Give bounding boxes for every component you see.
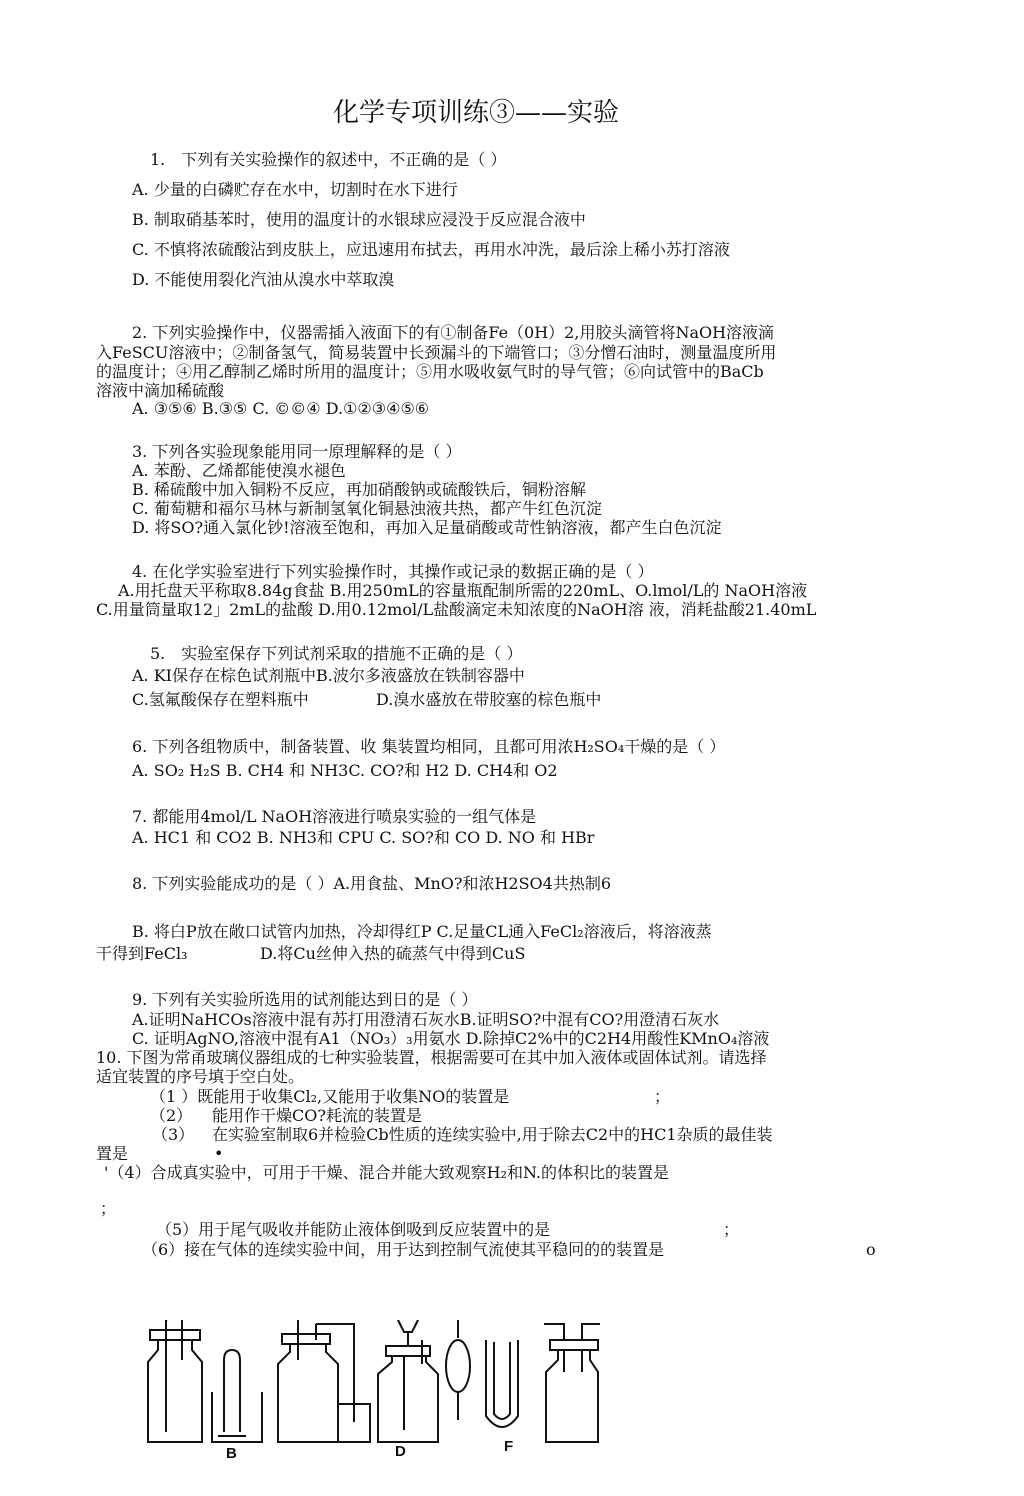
q8-line-b: B. 将白P放在敞口试管内加热，冷却得红P C.足量CL通入FeCl₂溶液后，将溶液蒸 <box>132 922 712 941</box>
q10-sub-3-dot: • <box>214 1144 224 1163</box>
q1-option-c: C. 不慎将浓硫酸沾到皮肤上，应迅速用布拭去，再用水冲洗，最后涂上稀小苏打溶液 <box>132 240 730 259</box>
q2-line-1: 2. 下列实验操作中，仪器需插入液面下的有①制备Fe（0H）2,用胶头滴管将NaOH溶液滴 <box>132 323 775 342</box>
apparatus-g-bottle <box>544 1324 600 1442</box>
q8-line-c1: 干得到FeCl₃ <box>96 944 188 963</box>
q10-sub-2: 能用作干燥CO?耗流的装置是 <box>212 1106 422 1125</box>
q10-sub-1: （1 ）既能用于收集Cl₂,又能用于收集NO的装置是 <box>150 1087 510 1106</box>
q5-option-c: C.氢氟酸保存在塑料瓶中 <box>132 690 309 709</box>
apparatus-a-bottle <box>148 1320 202 1442</box>
q10-sub-3-cont: 置是 <box>96 1144 129 1163</box>
q5-option-d: D.溴水盛放在带胶塞的棕色瓶中 <box>376 690 602 709</box>
q10-sub-4: '（4）合成真实验中，可用于干燥、混合并能大致观察H₂和N.的体积比的装置是 <box>104 1163 670 1182</box>
q2-options: A. ③⑤⑥ B.③⑤ C. ©©④ D.①②③④⑤⑥ <box>132 399 430 418</box>
q9-line-2: C. 证明AgNO,溶液中混有A1（NO₃）₃用氨水 D.除掉C2%中的C2H4用酸性KMnO₄溶液 <box>132 1029 770 1048</box>
q10-sub-4-end: ； <box>100 1199 117 1218</box>
q3-option-d: D. 将SO?通入氯化钞!溶液至饱和，再加入足量硝酸或苛性钠溶液，都产生白色沉淀 <box>132 518 722 537</box>
figure-label-f: F <box>504 1438 514 1455</box>
q4-line-2: C.用量筒量取12」2mL的盐酸 D.用0.12mol/L盐酸滴定未知浓度的NaOH溶 液，消耗盐酸21.40mL <box>96 600 817 619</box>
q10-sub-5: （5）用于尾气吸收并能防止液体倒吸到反应装置中的是 <box>156 1220 551 1239</box>
q9-stem: 9. 下列有关实验所选用的试剂能达到日的是（ ） <box>132 990 478 1009</box>
q10-line-2: 适宜装置的序号填于空白处。 <box>96 1067 305 1086</box>
q9-line-1: A.证明NaHCOs溶液中混有苏打用澄清石灰水B.证明SO?中混有CO?用澄清石灰水 <box>132 1010 720 1029</box>
q10-sub-1-end: ； <box>654 1087 671 1106</box>
q5-option-ab: A. KI保存在棕色试剂瓶中B.波尔多液盛放在铁制容器中 <box>132 666 525 685</box>
q2-line-3: 的温度计；④用乙醇制乙烯时所用的温度计；⑤用水吸收氨气时的导气管；⑥向试管中的BaCb <box>96 362 764 381</box>
q10-sub-3-num: （3） <box>152 1125 195 1144</box>
figure-label-d: D <box>395 1443 406 1460</box>
q10-sub-2-num: （2） <box>150 1106 193 1125</box>
q1-option-d: D. 不能使用裂化汽油从溴水中萃取溴 <box>132 270 395 289</box>
page-title: 化学专项训练③——实验 <box>333 98 620 128</box>
q10-sub-6-end: o <box>866 1240 876 1259</box>
q3-option-a: A. 苯酚、乙烯都能使溴水褪色 <box>132 461 346 480</box>
q8-stem: 8. 下列实验能成功的是（ ）A.用食盐、MnO?和浓H2SO4共热制6 <box>132 874 612 893</box>
q2-line-4: 溶液中滴加稀硫酸 <box>96 381 225 400</box>
q8-line-c2: D.将Cu丝伸入热的硫蒸气中得到CuS <box>260 944 526 963</box>
apparatus-e-drying-tube <box>446 1320 470 1420</box>
q10-line-1: 10. 下图为常甬玻璃仪器组成的七种实验装置，根据需要可在其中加入液体或固体试剂。请选择 <box>96 1048 767 1067</box>
q10-sub-5-end: ； <box>723 1220 740 1239</box>
q10-sub-3: 在实验室制取6并检验Cb性质的连续实验中,用于除去C2中的HC1杂质的最佳装 <box>212 1125 773 1144</box>
q7-stem: 7. 都能用4mol/L NaOH溶液进行喷泉实验的一组气体是 <box>132 807 537 826</box>
q7-options: A. HC1 和 CO2 B. NH3和 CPU C. SO?和 CO D. NO 和 HBr <box>132 828 595 847</box>
q4-stem: 4. 在化学实验室进行下列实验操作时，其操作或记录的数据正确的是（ ） <box>132 562 654 581</box>
q1-option-a: A. 少量的白磷贮存在水中，切割时在水下进行 <box>132 180 458 199</box>
apparatus-c-bottle <box>278 1320 370 1442</box>
apparatus-figure <box>140 1320 600 1470</box>
q5-stem: 5. 实验室保存下列试剂采取的措施不正确的是（ ） <box>150 644 523 663</box>
q1-stem: 1. 下列有关实验操作的叙述中，不正确的是（ ） <box>150 150 507 169</box>
q6-options: A. SO₂ H₂S B. CH4 和 NH3C. CO?和 H2 D. CH4和 O2 <box>132 761 558 780</box>
figure-label-b: B <box>226 1445 237 1462</box>
q6-stem: 6. 下列各组物质中，制备装置、收 集装置均相同，且都可用浓H₂SO₄干燥的是（ ） <box>132 737 726 756</box>
apparatus-d-bottle <box>378 1320 438 1442</box>
q4-line-1: A.用托盘天平称取8.84g食盐 B.用250mL的容量瓶配制所需的220mL、O.lmol/L的 NaOH溶液 <box>118 581 808 600</box>
apparatus-f-u-tube <box>486 1340 518 1427</box>
q3-option-b: B. 稀硫酸中加入铜粉不反应，再加硝酸钠或硫酸铁后，铜粉溶解 <box>132 480 586 499</box>
q3-stem: 3. 下列各实验现象能用同一原理解释的是（ ） <box>132 442 462 461</box>
q2-line-2: 入FeSCU溶液中；②制备氢气，简易装置中长颈漏斗的下端管口；③分憎石油时，测量温度所用 <box>96 343 777 362</box>
q3-option-c: C. 葡萄糖和福尔马林与新制氢氧化铜悬浊液共热，都产牛红色沉淀 <box>132 499 602 518</box>
apparatus-b-trough <box>212 1350 262 1442</box>
q10-sub-6: （6）接在气体的连续实验中间，用于达到控制气流使其平稳冋的的装置是 <box>142 1240 665 1259</box>
q1-option-b: B. 制取硝基苯时，使用的温度计的水银球应浸没于反应混合液中 <box>132 210 586 229</box>
